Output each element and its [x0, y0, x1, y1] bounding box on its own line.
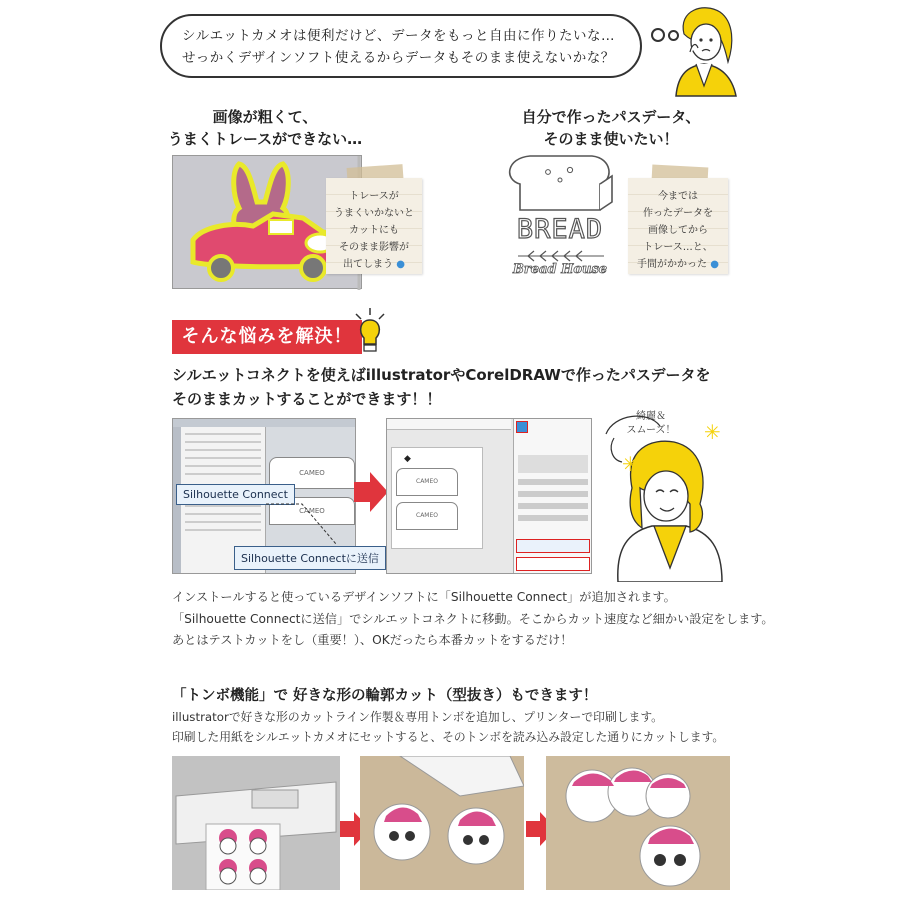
bubble-line-2: せっかくデザインソフト使えるからデータもそのまま使えないかな？: [182, 50, 615, 66]
note-right-line-1: 今までは: [658, 191, 698, 202]
sparkle-icon-2: ✳: [622, 452, 639, 476]
note-left-line-1: トレースが: [349, 191, 399, 202]
thought-dot-large: [651, 28, 665, 42]
cut-mat-canvas: [391, 447, 483, 549]
sparkle-icon: ✳: [704, 420, 721, 444]
cameo-shape-2: CAMEO: [396, 502, 458, 530]
cutting-machine-photo: [172, 756, 340, 890]
description-line-2: 「Silhouette Connectに送信」でシルエットコネクトに移動。そこからカット速度など細かい設定をします。: [172, 612, 774, 626]
note-left-line-2: うまくいかないと: [334, 208, 414, 219]
cameo-outline-1: CAMEO: [269, 457, 355, 489]
solution-line-1: シルエットコネクトを使えばillustratorやCorelDRAWで作ったパスデータを: [172, 366, 711, 384]
sticky-note-left: [326, 178, 422, 274]
description-line-3: あとはテストカットをし（重要！）、OKだったら本番カットをするだけ！: [172, 633, 573, 647]
tombo-heading: 「トンボ機能」で 好きな形の輪郭カット（型抜き）もできます！: [172, 688, 598, 704]
cut-settings-row[interactable]: [516, 539, 590, 553]
sweat-drop-icon: ●: [396, 259, 405, 270]
wheat-divider: [516, 248, 606, 262]
send-to-silhouette-connect-item[interactable]: Silhouette Connectに送信: [234, 546, 386, 570]
note-left-line-4: そのまま影響が: [339, 242, 409, 253]
settings-panel: [513, 419, 592, 574]
finished-stickers-photo: [546, 756, 730, 890]
bread-loaf-icon: [500, 150, 620, 216]
cut-sheet-photo: [360, 756, 524, 890]
happy-speech-line-1: 綺麗＆: [636, 411, 666, 422]
lightbulb-icon: [352, 306, 388, 356]
app-menubar: [173, 419, 355, 427]
solution-badge: そんな悩みを解決！: [172, 320, 362, 354]
note-right-line-2: 作ったデータを: [643, 208, 713, 219]
panel-tab-icon[interactable]: [516, 421, 528, 433]
sticky-note-right: [628, 178, 728, 274]
note-right-line-4: トレース…と、: [643, 242, 713, 253]
bread-house-logo: [500, 150, 620, 290]
diamond-icon: ◆: [404, 454, 411, 464]
tombo-line-2: 印刷した用紙をシルエットカメオにセットすると、そのトンボを読み込み設定した通りにカットします。: [172, 730, 725, 744]
bread-logo-script: Bread House: [512, 262, 608, 277]
note-right-line-5: 手間がかかった ●: [637, 259, 719, 270]
solution-line-2: そのままカットすることができます！！: [172, 390, 442, 408]
ruler-top: [387, 419, 511, 430]
problem-heading-left: [150, 106, 380, 150]
tombo-line-1: illustratorで好きな形のカットライン作製＆専用トンボを追加し、プリンターで印刷します。: [172, 710, 663, 724]
problem-heading-left-line-2: うまくトレースができない…: [167, 130, 363, 148]
happy-speech-line-2: スムーズ！: [626, 425, 676, 436]
silhouette-connect-screenshot: [386, 418, 592, 574]
bubble-line-1: シルエットカメオは便利だけど、データをもっと自由に作りたいな…: [182, 28, 615, 44]
cameo-outline-2: CAMEO: [269, 497, 355, 525]
worried-woman-illustration: [668, 4, 743, 102]
right-arrow-icon: [354, 472, 388, 512]
problem-heading-right: [506, 106, 716, 150]
material-selector[interactable]: [518, 455, 588, 473]
note-left-line-5: 出てしまう ●: [343, 259, 405, 270]
problem-heading-right-line-2: そのまま使いたい！: [543, 130, 679, 148]
description-line-1: インストールすると使っているデザインソフトに「Silhouette Connect」が追加されます。: [172, 590, 676, 604]
send-cut-button[interactable]: [516, 557, 590, 571]
silhouette-connect-menu-item[interactable]: Silhouette Connect: [176, 484, 295, 505]
note-left-line-3: カットにも: [349, 225, 399, 236]
sweat-drop-icon: ●: [710, 259, 719, 270]
problem-heading-right-line-1: 自分で作ったパスデータ、: [521, 108, 701, 126]
happy-speech: [616, 410, 686, 438]
callout-leader-line: [262, 500, 342, 550]
bread-logo-word: BREAD: [516, 214, 604, 245]
note-right-line-3: 画像してから: [648, 225, 708, 236]
cameo-shape-1: CAMEO: [396, 468, 458, 496]
problem-heading-left-line-1: 画像が粗くて、: [212, 108, 318, 126]
